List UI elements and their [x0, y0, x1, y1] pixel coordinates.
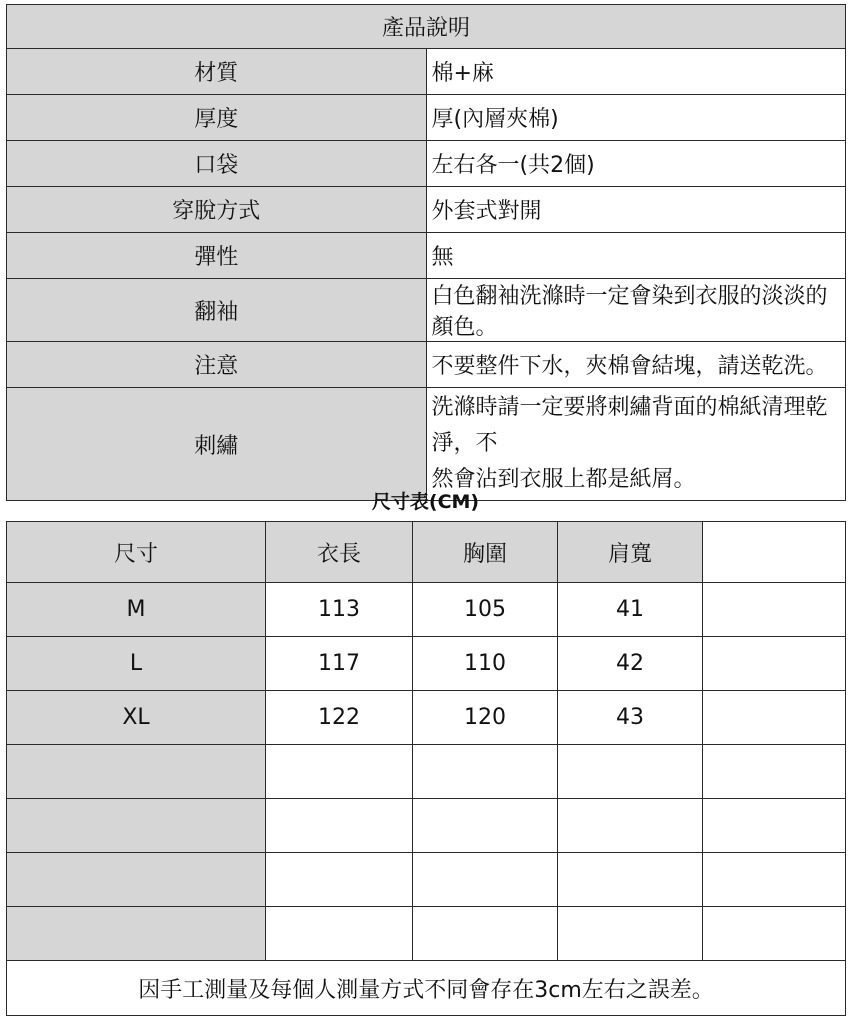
value-cell: 105	[413, 583, 558, 637]
value-cell	[703, 853, 846, 907]
value-cell	[266, 907, 413, 961]
value-cell	[266, 799, 413, 853]
value-cell: 113	[266, 583, 413, 637]
table-row	[7, 233, 846, 279]
table-row	[7, 691, 846, 745]
value-cell: 110	[413, 637, 558, 691]
value-cell	[703, 583, 846, 637]
row-label: 厚度	[7, 95, 427, 141]
size-cell: L	[7, 637, 266, 691]
size-chart-table	[6, 521, 846, 1016]
table-row	[7, 95, 846, 141]
row-value: 不要整件下水，夾棉會結塊，請送乾洗。	[426, 342, 846, 388]
column-header	[703, 522, 846, 583]
table-row	[7, 187, 846, 233]
size-cell	[7, 745, 266, 799]
size-cell	[7, 853, 266, 907]
table-row	[7, 637, 846, 691]
value-cell: 117	[266, 637, 413, 691]
column-header: 胸圍	[413, 522, 558, 583]
value-cell: 43	[558, 691, 703, 745]
table-row	[7, 799, 846, 853]
value-cell	[703, 907, 846, 961]
table-row	[7, 853, 846, 907]
value-cell	[266, 853, 413, 907]
row-value: 左右各一(共2個)	[426, 141, 846, 187]
row-label: 刺繡	[7, 388, 427, 501]
column-header: 尺寸	[7, 522, 266, 583]
row-label: 彈性	[7, 233, 427, 279]
size-cell: M	[7, 583, 266, 637]
row-value: 無	[426, 233, 846, 279]
value-cell: 120	[413, 691, 558, 745]
table-row	[7, 49, 846, 95]
size-chart-title: 尺寸表(CM)	[371, 491, 480, 513]
value-cell	[266, 745, 413, 799]
row-label: 口袋	[7, 141, 427, 187]
value-cell	[703, 691, 846, 745]
value-cell	[558, 745, 703, 799]
size-cell: XL	[7, 691, 266, 745]
row-label: 注意	[7, 342, 427, 388]
row-label: 穿脫方式	[7, 187, 427, 233]
row-value: 棉+麻	[426, 49, 846, 95]
value-cell	[558, 799, 703, 853]
row-label: 翻袖	[7, 279, 427, 342]
table-row	[7, 745, 846, 799]
table-row	[7, 907, 846, 961]
value-cell	[413, 745, 558, 799]
column-header: 衣長	[266, 522, 413, 583]
row-value-line: 然會沾到衣服上都是紙屑。	[431, 467, 696, 492]
table-row	[7, 342, 846, 388]
table-row	[7, 961, 846, 1016]
row-value: 外套式對開	[426, 187, 846, 233]
row-value: 白色翻袖洗滌時一定會染到衣服的淡淡的顏色。	[426, 279, 846, 342]
size-cell	[7, 799, 266, 853]
value-cell: 122	[266, 691, 413, 745]
value-cell	[558, 853, 703, 907]
value-cell	[703, 637, 846, 691]
column-header: 肩寬	[558, 522, 703, 583]
value-cell	[703, 799, 846, 853]
value-cell: 41	[558, 583, 703, 637]
measurement-note: 因手工測量及每個人測量方式不同會存在3cm左右之誤差。	[7, 961, 846, 1016]
table-row	[7, 279, 846, 342]
size-cell	[7, 907, 266, 961]
product-description-table	[6, 4, 846, 501]
row-value: 厚(內層夾棉)	[426, 95, 846, 141]
row-value-line: 洗滌時請一定要將刺繡背面的棉紙清理乾淨，不	[431, 395, 828, 456]
value-cell	[558, 907, 703, 961]
row-value	[426, 388, 846, 501]
value-cell	[413, 799, 558, 853]
table-header-row	[7, 522, 846, 583]
product-description-title: 產品說明	[7, 5, 846, 49]
table-row	[7, 583, 846, 637]
row-label: 材質	[7, 49, 427, 95]
value-cell	[703, 745, 846, 799]
value-cell	[413, 853, 558, 907]
value-cell: 42	[558, 637, 703, 691]
table-row	[7, 388, 846, 501]
value-cell	[413, 907, 558, 961]
table-row	[7, 141, 846, 187]
